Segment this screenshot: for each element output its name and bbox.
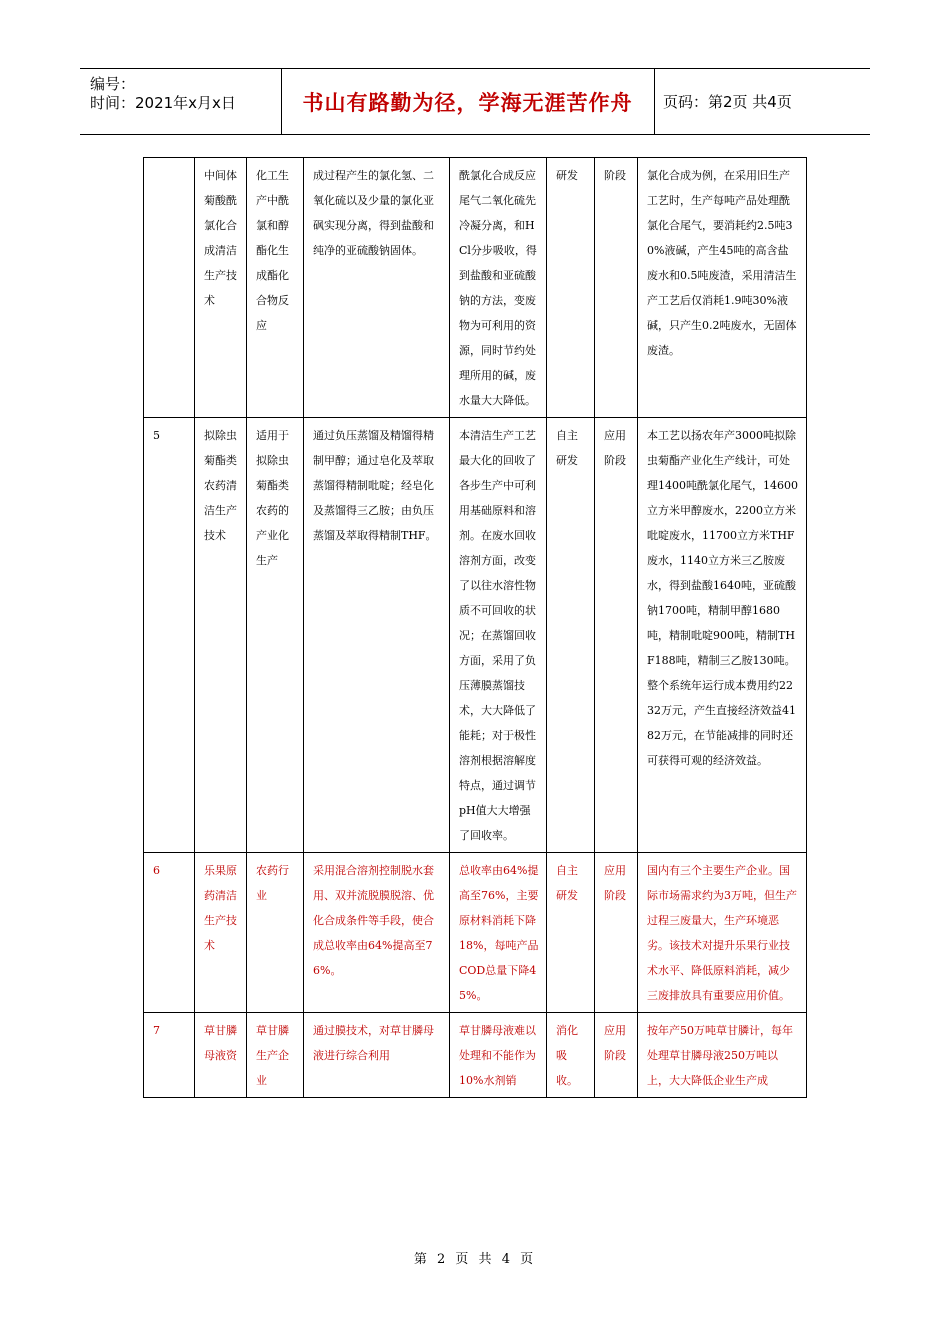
- cell-content: 成过程产生的氯化氢、二氧化硫以及少量的氯化亚砜实现分离，得到盐酸和纯净的亚硫酸钠固体。: [304, 158, 450, 418]
- header-middle-cell: [281, 69, 655, 134]
- cell-benefit: 按年产50万吨草甘膦计，每年处理草甘膦母液250万吨以上，大大降低企业生产成: [638, 1013, 807, 1098]
- cell-source: 自主研发: [547, 853, 595, 1013]
- cell-content: 通过膜技术，对草甘膦母液进行综合利用: [304, 1013, 450, 1098]
- cell-source: 研发: [547, 158, 595, 418]
- cell-benefit: 本工艺以扬农年产3000吨拟除虫菊酯产业化生产线计，可处理1400吨酰氯化尾气，14600立方米甲醇废水，2200立方米吡啶废水，11700立方米THF废水，1140立方米三乙胺废水，得到盐酸1640吨，亚硫酸钠1700吨，精制甲醇1680吨，精制吡啶900吨，精制THF188吨，精制三乙胺130吨。整个系统年运行成本费用约2232万元，产生直接经济效益4182万元，在节能减排的同时还可获得可观的经济效益。: [638, 418, 807, 853]
- cell-stage: 应用阶段: [595, 853, 638, 1013]
- cell-feature: 酰氯化合成反应尾气二氧化硫先冷凝分离，和HCl分步吸收，得到盐酸和亚硫酸钠的方法，变废物为可利用的资源，同时节约处理所用的碱，废水量大大降低。: [450, 158, 547, 418]
- cell-name: 草甘膦母液资: [195, 1013, 247, 1098]
- cell-feature: 本清洁生产工艺最大化的回收了各步生产中可利用基础原料和溶剂。在废水回收溶剂方面，改变了以往水溶性物质不可回收的状况；在蒸馏回收方面，采用了负压薄膜蒸馏技术，大大降低了能耗；对于极性溶剂根据溶解度特点，通过调节pH值大大增强了回收率。: [450, 418, 547, 853]
- page-footer: 第 2 页 共 4 页: [413, 1252, 537, 1267]
- table-row: [144, 853, 807, 1013]
- table-row: [144, 158, 807, 418]
- cell-benefit: 国内有三个主要生产企业。国际市场需求约为3万吨，但生产过程三废量大，生产环境恶劣。该技术对提升乐果行业技术水平、降低原料消耗，减少三废排放具有重要应用价值。: [638, 853, 807, 1013]
- cell-no: 7: [144, 1013, 195, 1098]
- cell-name: 拟除虫菊酯类农药清洁生产技术: [195, 418, 247, 853]
- cell-no: [144, 158, 195, 418]
- doc-time-label: 时间：2021年x月x日: [90, 94, 236, 112]
- cell-benefit: 氯化合成为例，在采用旧生产工艺时，生产每吨产品处理酰氯化合尾气，要消耗约2.5吨30%液碱，产生45吨的高含盐废水和0.5吨废渣，采用清洁生产工艺后仅消耗1.9吨30%液碱，只产生0.2吨废水，无固体废渣。: [638, 158, 807, 418]
- header-page-info: 页码：第2页 共4页: [663, 93, 792, 111]
- cell-feature: 总收率由64%提高至76%，主要原材料消耗下降18%，每吨产品COD总量下降45%。: [450, 853, 547, 1013]
- cell-stage: 应用阶段: [595, 418, 638, 853]
- header-right-cell: [655, 69, 870, 134]
- page-header: [80, 68, 870, 135]
- header-motto: 书山有路勤为径，学海无涯苦作舟: [302, 89, 633, 115]
- cell-scope: 化工生产中酰氯和醇酯化生成酯化合物反应: [247, 158, 304, 418]
- table-row: [144, 418, 807, 853]
- cell-scope: 适用于拟除虫菊酯类农药的产业化生产: [247, 418, 304, 853]
- cell-feature: 草甘膦母液难以处理和不能作为10%水剂销: [450, 1013, 547, 1098]
- cell-scope: 农药行业: [247, 853, 304, 1013]
- header-left-cell: [80, 69, 282, 134]
- table-body: [144, 158, 807, 1098]
- cell-content: 采用混合溶剂控制脱水套用、双并流脱膜脱溶、优化合成条件等手段，使合成总收率由64%提高至76%。: [304, 853, 450, 1013]
- cell-scope: 草甘膦生产企业: [247, 1013, 304, 1098]
- cell-source: 消化吸收。: [547, 1013, 595, 1098]
- cell-no: 5: [144, 418, 195, 853]
- cell-stage: 应用阶段: [595, 1013, 638, 1098]
- doc-number-label: 编号：: [90, 75, 136, 93]
- cell-name: 乐果原药清洁生产技术: [195, 853, 247, 1013]
- technology-table: [143, 157, 807, 1098]
- cell-stage: 阶段: [595, 158, 638, 418]
- table-row: [144, 1013, 807, 1098]
- cell-no: 6: [144, 853, 195, 1013]
- cell-content: 通过负压蒸馏及精馏得精制甲醇；通过皂化及萃取蒸馏得精制吡啶；经皂化及蒸馏得三乙胺；由负压蒸馏及萃取得精制THF。: [304, 418, 450, 853]
- cell-source: 自主研发: [547, 418, 595, 853]
- cell-name: 中间体菊酸酰氯化合成清洁生产技术: [195, 158, 247, 418]
